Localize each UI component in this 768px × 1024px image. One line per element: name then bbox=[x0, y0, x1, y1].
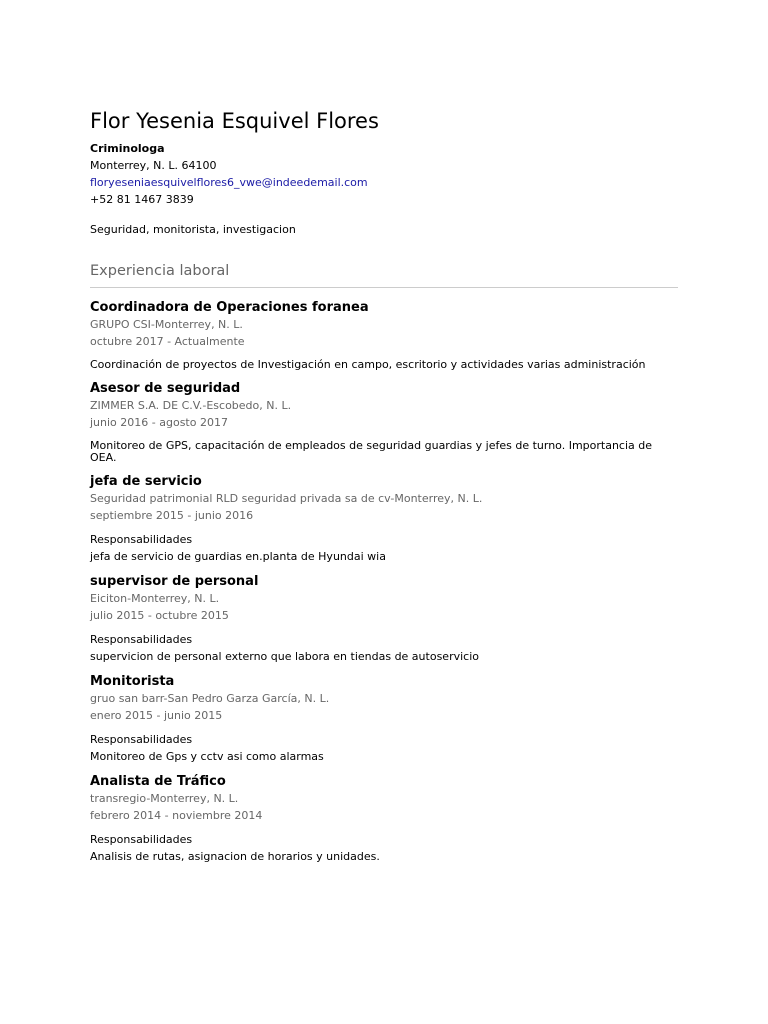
responsibilities-label: Responsabilidades bbox=[90, 733, 193, 746]
job-company: Seguridad patrimonial RLD seguridad privada sa de cv bbox=[90, 492, 391, 505]
candidate-summary: Seguridad, monitorista, investigacion bbox=[90, 223, 296, 236]
job-description: Monitoreo de GPS, capacitación de empleados de seguridad guardias y jefes de turno. Importancia de OEA. bbox=[90, 439, 653, 464]
job-entry bbox=[90, 573, 678, 665]
job-location: Escobedo, N. L. bbox=[206, 399, 292, 412]
job-company: gruo san barr bbox=[90, 692, 164, 705]
job-company: transregio bbox=[90, 792, 147, 805]
job-location: Monterrey, N. L. bbox=[150, 792, 239, 805]
job-company: ZIMMER S.A. DE C.V. bbox=[90, 399, 203, 412]
responsibilities-text: supervicion de personal externo que labora en tiendas de autoservicio bbox=[90, 650, 479, 663]
candidate-phone: +52 81 1467 3839 bbox=[90, 193, 194, 206]
job-company: GRUPO CSI bbox=[90, 318, 151, 331]
job-dates: febrero 2014 - noviembre 2014 bbox=[90, 809, 263, 822]
job-entry bbox=[90, 299, 678, 371]
job-company-location: transregio-Monterrey, N. L. bbox=[90, 792, 239, 805]
job-title: Monitorista bbox=[90, 674, 175, 689]
job-dates: junio 2016 - agosto 2017 bbox=[90, 416, 228, 429]
job-entry bbox=[90, 380, 678, 464]
job-company-location: gruo san barr-San Pedro Garza García, N. L. bbox=[90, 692, 330, 705]
job-title: Coordinadora de Operaciones foranea bbox=[90, 300, 369, 315]
responsibilities-text: Analisis de rutas, asignacion de horarios y unidades. bbox=[90, 850, 380, 863]
responsibilities-text: Monitoreo de Gps y cctv asi como alarmas bbox=[90, 750, 324, 763]
job-title: Analista de Tráfico bbox=[90, 774, 226, 789]
responsibilities-label: Responsabilidades bbox=[90, 833, 193, 846]
job-title: jefa de servicio bbox=[90, 474, 202, 489]
job-company-location: Seguridad patrimonial RLD seguridad privada sa de cv-Monterrey, N. L. bbox=[90, 492, 483, 505]
responsibilities-text: jefa de servicio de guardias en.planta de Hyundai wia bbox=[90, 550, 386, 563]
job-location: San Pedro Garza García, N. L. bbox=[167, 692, 330, 705]
job-description: Coordinación de proyectos de Investigación en campo, escritorio y actividades varias administración bbox=[90, 358, 646, 371]
candidate-name: Flor Yesenia Esquivel Flores bbox=[90, 109, 379, 133]
job-entry bbox=[90, 673, 678, 765]
job-company: Eiciton bbox=[90, 592, 128, 605]
job-title: supervisor de personal bbox=[90, 574, 259, 589]
job-location: Monterrey, N. L. bbox=[131, 592, 220, 605]
job-dates: julio 2015 - octubre 2015 bbox=[90, 609, 229, 622]
job-location: Monterrey, N. L. bbox=[154, 318, 243, 331]
job-company-location: ZIMMER S.A. DE C.V.-Escobedo, N. L. bbox=[90, 399, 292, 412]
responsibilities-label: Responsabilidades bbox=[90, 533, 193, 546]
job-dates: enero 2015 - junio 2015 bbox=[90, 709, 223, 722]
job-entry bbox=[90, 773, 678, 865]
candidate-headline: Criminologa bbox=[90, 142, 165, 155]
job-dates: septiembre 2015 - junio 2016 bbox=[90, 509, 254, 522]
job-company-location: Eiciton-Monterrey, N. L. bbox=[90, 592, 220, 605]
responsibilities-label: Responsabilidades bbox=[90, 633, 193, 646]
experience-section-title: Experiencia laboral bbox=[90, 261, 678, 288]
candidate-email-link[interactable]: floryeseniaesquivelflores6_vwe@indeedemail.com bbox=[90, 176, 368, 189]
job-location: Monterrey, N. L. bbox=[394, 492, 483, 505]
resume-page bbox=[90, 106, 678, 865]
job-entry bbox=[90, 473, 678, 565]
job-company-location: GRUPO CSI-Monterrey, N. L. bbox=[90, 318, 243, 331]
job-title: Asesor de seguridad bbox=[90, 381, 241, 396]
job-dates: octubre 2017 - Actualmente bbox=[90, 335, 245, 348]
candidate-location: Monterrey, N. L. 64100 bbox=[90, 159, 217, 172]
